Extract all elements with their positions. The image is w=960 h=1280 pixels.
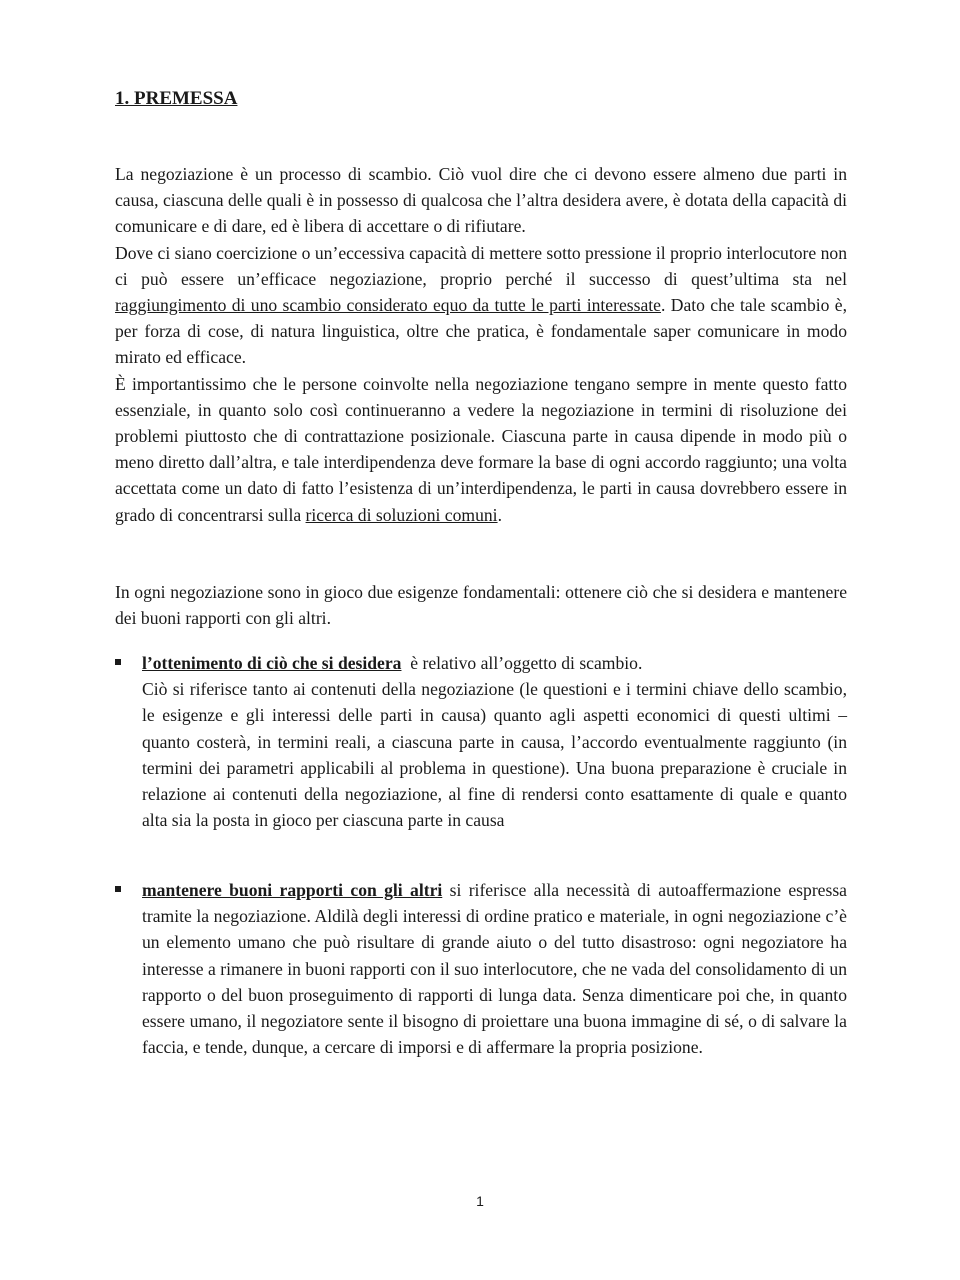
bullet-2-text	[142, 877, 847, 1060]
bullet-2-rest: si riferisce alla necessità di autoaffermazione espressa tramite la negoziazione. Aldilà degli interessi di ordine pratico e materiale, in ogni negoziazione c’è un elemento umano che può risultare di grande aiuto o del tutto disastroso: ogni negoziatore ha interesse a rimanere in buoni rapporti con il suo interlocutore, che ne vada del consolidamento di un rapporto o del buon proseguimento di rapporti di lunga data. Senza dimenticare poi che, in quanto essere umano, il negoziatore sente il bisogno di proiettare una buona immagine di sé, o di salvare la faccia, e tende, dunque, a cercare di imporsi e di affermare la propria posizione.	[142, 880, 847, 1058]
paragraph-2	[115, 240, 847, 371]
paragraph-2-text-b: . Dato che tale scambio è, per forza di cose, di natura linguistica, oltre che pratica, è fondamentale saper comunicare in modo mirato ed efficace.	[115, 295, 847, 368]
paragraph-4: In ogni negoziazione sono in gioco due esigenze fondamentali: ottenere ciò che si desidera e mantenere dei buoni rapporti con gli altri.	[115, 582, 847, 629]
bullet-1-text	[142, 650, 847, 833]
intro-paragraphs	[115, 161, 847, 528]
square-bullet-icon	[115, 659, 121, 665]
bullet-1-body: Ciò si riferisce tanto ai contenuti della negoziazione (le questioni e i termini chiave dello scambio, le esigenze e gli interessi delle parti in causa) quanto agli aspetti economici di questi ultimi – quanto costerà, in termini reali, a ciascuna parte in causa, l’accordo eventualmente raggiunto (in termini dei parametri applicabili al problema in questione). Una buona preparazione è cruciale in relazione ai contenuti della negoziazione, al fine di rendersi conto esattamente di quale e quanto alta sia la posta in gioco per ciascuna parte in causa	[142, 679, 847, 831]
square-bullet-icon	[115, 886, 121, 892]
paragraph-3-underlined: ricerca di soluzioni comuni	[305, 504, 498, 525]
bullet-1-rest: è relativo all’oggetto di scambio.	[401, 653, 643, 673]
paragraph-3-text-a: È importantissimo che le persone coinvolte nella negoziazione tengano sempre in mente questo fatto essenziale, in quanto solo così continueranno a vedere la negoziazione in termini di risoluzione dei problemi piuttosto che di contrattazione posizionale. Ciascuna parte in causa dipende in modo più o meno diretto dall’altra, e tale interdipendenza deve formare la base di ogni accordo raggiunto; una volta accettata come un dato di fatto l’esistenza di un’interdipendenza, le parti in causa dovrebbero essere in grado di concentrarsi sulla	[115, 373, 847, 525]
paragraph-2-underlined: raggiungimento di uno scambio considerato equo da tutte le parti interessate	[115, 295, 661, 316]
paragraph-3-text-b: .	[497, 504, 502, 525]
paragraph-2-text-a: Dove ci siano coercizione o un’eccessiva capacità di mettere sotto pressione il proprio interlocutore non ci può essere un’efficace negoziazione, proprio perché il successo di quest’ultima sta nel	[115, 242, 847, 289]
paragraph-1: La negoziazione è un processo di scambio. Ciò vuol dire che ci devono essere almeno due parti in causa, ciascuna delle quali è in possesso di qualcosa che l’altra desidera avere, è dotata della capacità di comunicare e di dare, ed è libera di accettare o di rifiutare.	[115, 164, 847, 237]
paragraph-4-block	[115, 579, 847, 631]
bullet-1-term: l’ottenimento di ciò che si desidera	[142, 653, 402, 673]
page-number: 1	[476, 1193, 484, 1209]
bullet-item-2	[115, 877, 847, 1060]
bullet-1-lead	[142, 650, 847, 676]
section-heading: 1. PREMESSA	[115, 88, 238, 109]
paragraph-3	[115, 371, 847, 528]
bullet-2-term: mantenere buoni rapporti con gli altri	[142, 880, 443, 900]
bullet-item-1	[115, 650, 847, 833]
